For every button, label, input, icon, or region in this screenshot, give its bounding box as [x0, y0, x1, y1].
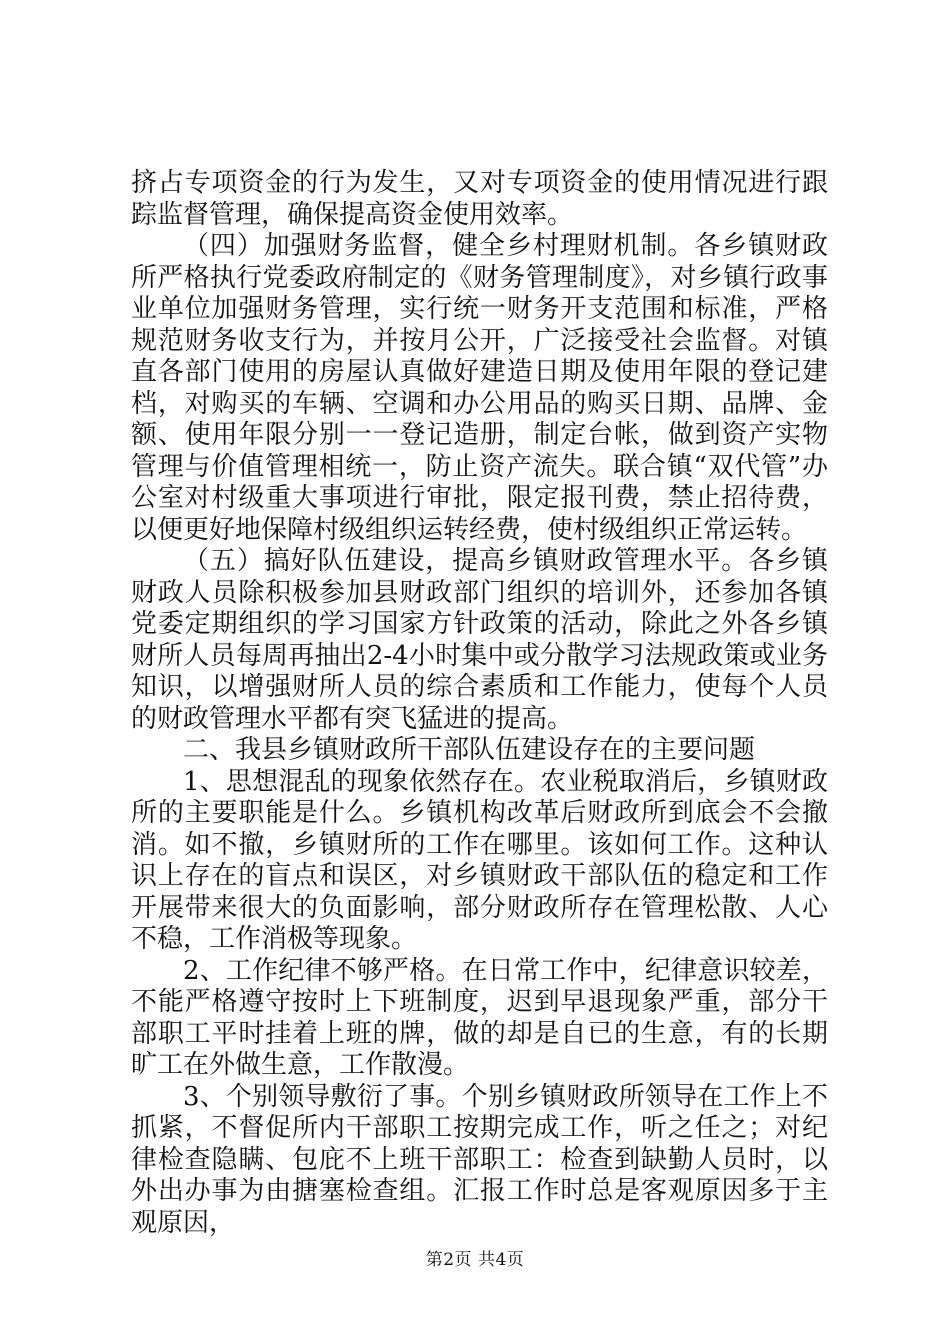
paragraph-section-four: （四）加强财务监督，健全乡村理财机制。各乡镇财政所严格执行党委政府制定的《财务管理制度》，对乡镇行政事业单位加强财务管理，实行统一财务开支范围和标准，严格规范财务收支行为，并按月公开，广泛接受社会监督。对镇直各部门使用的房屋认真做好建造日期及使用年限的登记建档，对购买的车辆、空调和办公用品的购买日期、品牌、金额、使用年限分别一一登记造册，制定台帐，做到资产实物管理与价值管理相统一，防止资产流失。联合镇“双代管”办公室对村级重大事项进行审批，限定报刊费，禁止招待费，以便更好地保障村级组织运转经费，使村级组织正常运转。 — [131, 231, 828, 545]
page-footer: 第2页 共4页 — [425, 1250, 525, 1270]
paragraph-continuation: 挤占专项资金的行为发生，又对专项资金的使用情况进行跟踪监督管理，确保提高资金使用效率。 — [131, 168, 828, 230]
paragraph-issue-2: 2、工作纪律不够严格。在日常工作中，纪律意识较差，不能严格遵守按时上下班制度，迟到早退现象严重，部分干部职工平时挂着上班的牌，做的却是自已的生意，有的长期旷工在外做生意，工作散漫。 — [131, 955, 828, 1080]
paragraph-section-five: （五）搞好队伍建设，提高乡镇财政管理水平。各乡镇财政人员除积极参加县财政部门组织的培训外，还参加各镇党委定期组织的学习国家方针政策的活动，除此之外各乡镇财所人员每周再抽出2-4小时集中或分散学习法规政策或业务知识，以增强财所人员的综合素质和工作能力，使每个人员的财政管理水平都有突飞猛进的提高。 — [131, 546, 828, 734]
section-heading-two: 二、我县乡镇财政所干部队伍建设存在的主要问题 — [183, 735, 756, 765]
paragraph-issue-3: 3、个别领导敷衍了事。个别乡镇财政所领导在工作上不抓紧，不督促所内干部职工按期完成工作，听之任之；对纪律检查隐瞒、包庇不上班干部职工：检查到缺勤人员时，以外出办事为由搪塞检查组。汇报工作时总是客观原因多于主观原因， — [131, 1081, 828, 1238]
document-body — [131, 168, 828, 1239]
paragraph-issue-1: 1、思想混乱的现象依然存在。农业税取消后，乡镇财政所的主要职能是什么。乡镇机构改革后财政所到底会不会撤消。如不撤，乡镇财所的工作在哪里。该如何工作。这种认识上存在的盲点和误区，对乡镇财政干部队伍的稳定和工作开展带来很大的负面影响，部分财政所存在管理松散、人心不稳，工作消极等现象。 — [131, 766, 828, 954]
